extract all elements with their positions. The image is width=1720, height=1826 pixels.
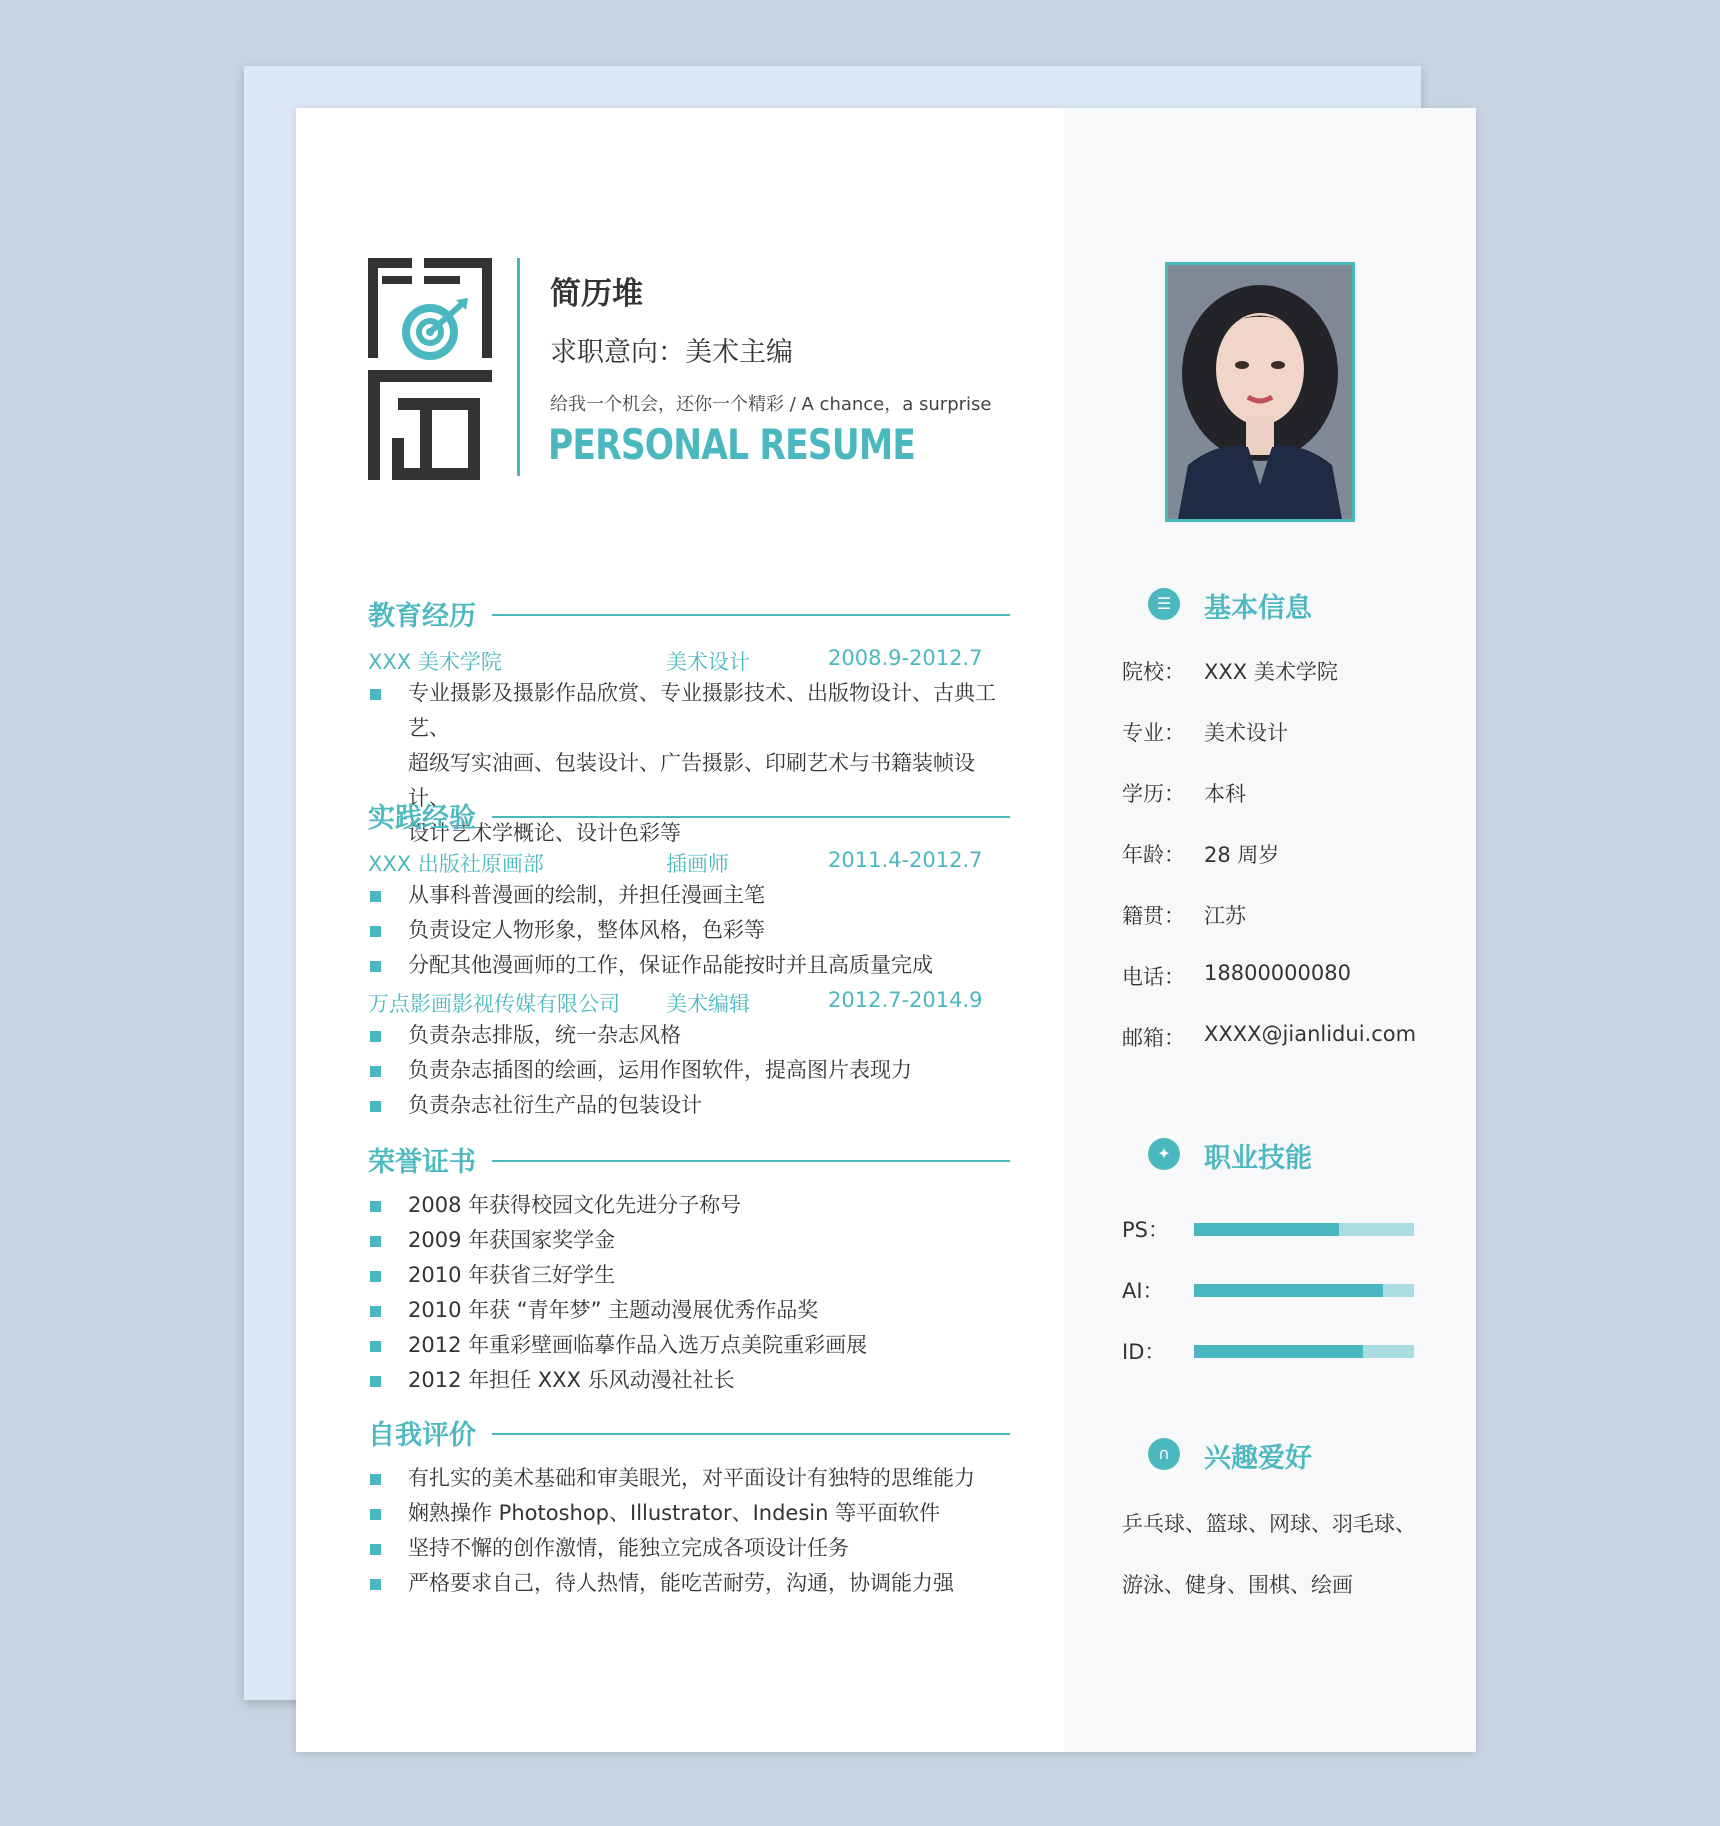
education-heading: [368, 594, 1010, 634]
bullet-square: [370, 1271, 381, 1282]
education-major: 美术设计: [666, 650, 750, 674]
self-eval-title: 自我评价: [368, 1420, 476, 1451]
skill-name: ID：: [1122, 1340, 1166, 1364]
job-role: 美术编辑: [666, 992, 750, 1016]
list-item: 坚持不懈的创作激情，能独立完成各项设计任务: [368, 1531, 1010, 1566]
bullet-square: [370, 1376, 381, 1387]
skill-name: AI：: [1122, 1279, 1164, 1303]
education-period: 2008.9-2012.7: [828, 646, 983, 670]
skill-name: PS：: [1122, 1218, 1169, 1242]
skill-row: [1122, 1214, 1422, 1244]
job-company: XXX 出版社原画部: [368, 852, 544, 876]
gamepad-icon: ✦: [1148, 1138, 1180, 1170]
applicant-name: 简历堆: [550, 276, 643, 312]
education-desc-line: 设计艺术学概论、设计色彩等: [408, 821, 681, 845]
bullet-square: [370, 1306, 381, 1317]
resume-logo-icon: [368, 258, 492, 480]
list-item: 2010 年获省三好学生: [368, 1258, 1010, 1293]
bullet-square: [370, 1201, 381, 1212]
bullet-square: [370, 1101, 381, 1112]
job-entry: [368, 988, 1008, 1014]
job-company: 万点影画影视传媒有限公司: [368, 992, 620, 1016]
skill-row: [1122, 1275, 1422, 1305]
education-rule: [492, 614, 1010, 616]
list-item: 负责设定人物形象，整体风格，色彩等: [368, 913, 1010, 948]
list-item: 2012 年担任 XXX 乐风动漫社社长: [368, 1363, 1010, 1398]
skill-bar-fill: [1194, 1284, 1383, 1297]
job-intention: 求职意向：美术主编: [550, 337, 793, 368]
skill-bar-fill: [1194, 1345, 1363, 1358]
bullet-square: [370, 1544, 381, 1555]
profile-photo: [1165, 262, 1355, 522]
bullet-square: [370, 1236, 381, 1247]
self-eval-rule: [492, 1433, 1010, 1435]
bullet-square: [370, 961, 381, 972]
honors-heading: [368, 1140, 1010, 1180]
list-item: 负责杂志插图的绘画，运用作图软件，提高图片表现力: [368, 1053, 1010, 1088]
bullet-square: [370, 1031, 381, 1042]
list-item: 2012 年重彩壁画临摹作品入选万点美院重彩画展: [368, 1328, 1010, 1363]
list-item: 从事科普漫画的绘制，并担任漫画主笔: [368, 878, 1010, 913]
document-icon: ☰: [1148, 588, 1180, 620]
honors-rule: [492, 1160, 1010, 1162]
skill-row: [1122, 1336, 1422, 1366]
bullet-square: [370, 1579, 381, 1590]
education-school: XXX 美术学院: [368, 650, 502, 674]
list-item: 严格要求自己，待人热情，能吃苦耐劳，沟通，协调能力强: [368, 1566, 1010, 1601]
hobbies-title: 兴趣爱好: [1204, 1443, 1312, 1474]
list-item: 2009 年获国家奖学金: [368, 1223, 1010, 1258]
list-item: 负责杂志社衍生产品的包装设计: [368, 1088, 1010, 1123]
resume-page: 简历堆 求职意向：美术主编 给我一个机会，还你一个精彩 / A chance，a surprise PERSONAL RESUME 教育经历 XXX 美术学院 美术设计 2008.9-2012.7 专业摄影及摄影作品欣赏、专业摄影技术、出版物设计、古典工艺、 超级写实油画、包装设计、广告摄影、印刷艺术与书籍装帧设计、 设计艺术学概论、设计色彩等 实践经验 XXX 出版社原画部 插画师 2011.4-2012.7 从事科普漫画的绘制，并担任漫画主笔 负责设定人物形象，整体风格，色彩等 分配其他漫画师的工作，保证作品能按时并且高质量完成 万点影画影视传媒有限公司 美术编辑 2012.7-2014.9 负责杂志排版，统一杂志风格 负责杂志插图的绘画，运用作图软件，提高图片表现力 负责杂志社衍生产品的包装设计 荣誉证书 2008 年获得校园文化先进分子称号 2009 年获国家奖学金 2010 年获省三好学生 2010 年获 “青年梦” 主题动漫展优秀作品奖 2012 年重彩壁画临摹作品入选万点美院重彩画展 2012 年担任 XXX 乐风动漫社社长 自我评价 有扎实的美术基础和审美眼光，对平面设计有独特的思维能力 娴熟操作 Photoshop、Illustrator、Indesin 等平面软件 坚持不懈的创作激情，能独立完成各项设计任务 严格要求自己，待人热情，能吃苦耐劳，沟通，协调能力强 ☰ 基本信息 院校： XXX 美术学院 专业： 美术设计 学历： 本科 年龄： 28 周岁 籍贯： 江苏 电话： 18800000080 邮箱： XXXX@jianlidui.com ✦ 职业技能 PS： AI： ID： ∩ 兴趣爱好 乒乓球、篮球、网球、羽毛球、 游泳、健身、围棋、绘画: [296, 108, 1476, 1752]
skill-bar: [1194, 1345, 1414, 1358]
title-divider: [517, 258, 520, 476]
self-eval-heading: [368, 1413, 1010, 1453]
bullet-square: [370, 1341, 381, 1352]
bullet-square: [370, 1474, 381, 1485]
bullet-square: [370, 1509, 381, 1520]
list-item: 负责杂志排版，统一杂志风格: [368, 1018, 1010, 1053]
skills-title: 职业技能: [1204, 1143, 1312, 1174]
list-item: 有扎实的美术基础和审美眼光，对平面设计有独特的思维能力: [368, 1461, 1010, 1496]
honors-title: 荣誉证书: [368, 1147, 476, 1178]
education-desc-line: 专业摄影及摄影作品欣赏、专业摄影技术、出版物设计、古典工艺、: [408, 681, 996, 740]
list-item: 娴熟操作 Photoshop、Illustrator、Indesin 等平面软件: [368, 1496, 1010, 1531]
education-entry: [368, 646, 1008, 672]
job-period: 2012.7-2014.9: [828, 988, 983, 1012]
practice-rule: [492, 816, 1010, 818]
hobbies-line: 游泳、健身、围棋、绘画: [1122, 1573, 1353, 1597]
portrait-image: [1168, 265, 1352, 519]
education-desc-line: 超级写实油画、包装设计、广告摄影、印刷艺术与书籍装帧设计、: [408, 751, 975, 810]
resume-english-title: PERSONAL RESUME: [548, 420, 916, 469]
practice-title: 实践经验: [368, 803, 476, 834]
bullet-square: [370, 926, 381, 937]
job-role: 插画师: [666, 852, 729, 876]
job-entry: [368, 848, 1008, 874]
job-period: 2011.4-2012.7: [828, 848, 983, 872]
skill-bar: [1194, 1223, 1414, 1236]
bullet-square: [370, 1066, 381, 1077]
headphones-icon: ∩: [1148, 1438, 1180, 1470]
bullet-square: [370, 689, 381, 700]
motto: 给我一个机会，还你一个精彩 / A chance，a surprise: [550, 394, 992, 415]
basic-info-title: 基本信息: [1204, 593, 1312, 624]
education-title: 教育经历: [368, 601, 476, 632]
bullet-square: [370, 891, 381, 902]
list-item: 2010 年获 “青年梦” 主题动漫展优秀作品奖: [368, 1293, 1010, 1328]
list-item: 2008 年获得校园文化先进分子称号: [368, 1188, 1010, 1223]
skill-bar: [1194, 1284, 1414, 1297]
hobbies-line: 乒乓球、篮球、网球、羽毛球、: [1122, 1512, 1416, 1536]
skill-bar-fill: [1194, 1223, 1339, 1236]
practice-heading: [368, 796, 1010, 836]
list-item: 分配其他漫画师的工作，保证作品能按时并且高质量完成: [368, 948, 1010, 983]
